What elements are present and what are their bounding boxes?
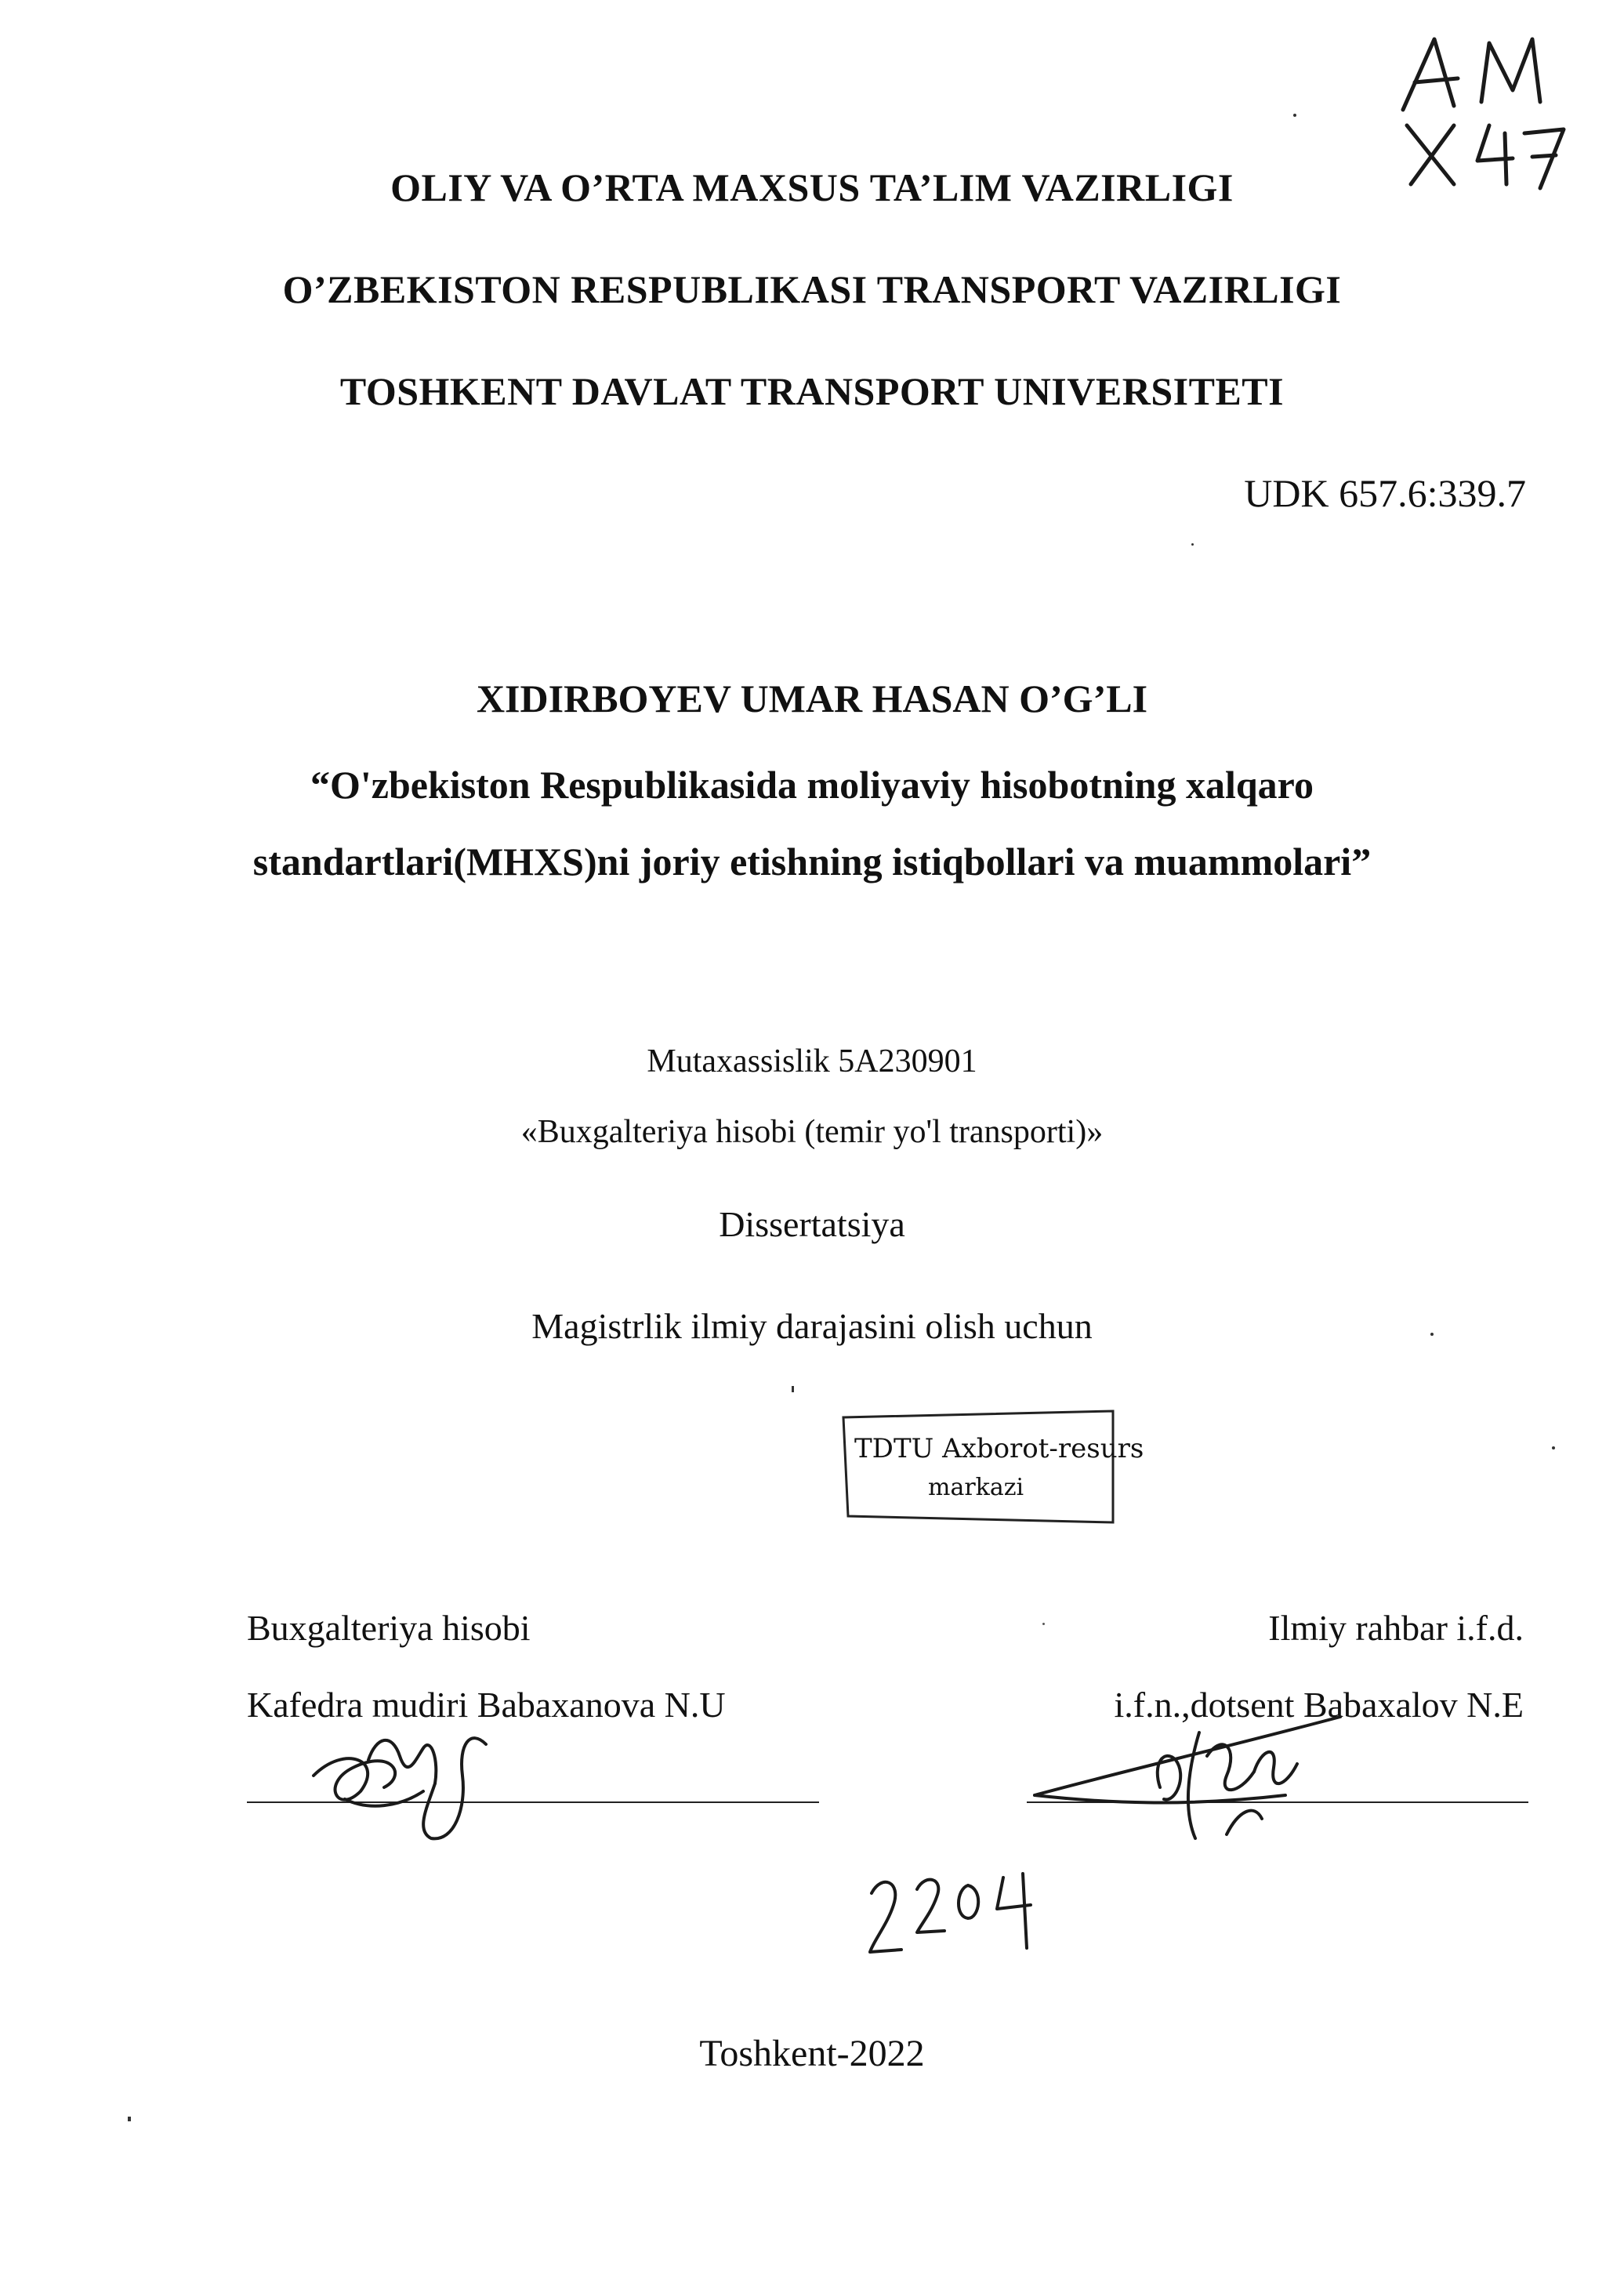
library-stamp <box>840 1408 1144 1526</box>
stamp-text-line-1: TDTU Axborot-resurs <box>854 1433 1144 1464</box>
author-name: XIDIRBOYEV UMAR HASAN O’G’LI <box>476 677 1148 720</box>
scan-speck <box>1552 1446 1555 1449</box>
university-name: TOSHKENT DAVLAT TRANSPORT UNIVERSITETI <box>339 369 1285 413</box>
scan-speck <box>1293 114 1296 117</box>
left-sign-name: Kafedra mudiri Babaxanova N.U <box>247 1685 726 1725</box>
stamp-text-line-2: markazi <box>928 1474 1024 1501</box>
scan-speck <box>792 1386 794 1392</box>
scan-speck <box>1191 543 1194 546</box>
thesis-title-line-2: standartlari(MHXS)ni joriy etishning istiqbollari va muammolari” <box>252 840 1372 883</box>
scan-speck <box>1042 1623 1045 1625</box>
udk-code: UDK 657.6:339.7 <box>1244 471 1526 515</box>
scan-speck <box>1430 1333 1434 1336</box>
document-type: Dissertatsiya <box>719 1204 905 1244</box>
scan-speck <box>128 2117 131 2121</box>
right-signature <box>1027 1701 1356 1850</box>
ministry-title-2: O’ZBEKISTON RESPUBLIKASI TRANSPORT VAZIRLIGI <box>282 267 1342 311</box>
handwritten-number <box>862 1862 1050 1964</box>
degree-purpose: Magistrlik ilmiy darajasini olish uchun <box>531 1306 1093 1346</box>
specialty-code: Mutaxassislik 5A230901 <box>647 1043 977 1079</box>
specialty-name: «Buxgalteriya hisobi (temir yo'l transporti)» <box>520 1114 1104 1150</box>
thesis-title-line-1: “O'zbekiston Respublikasida moliyaviy hisobotning xalqaro <box>310 763 1314 807</box>
right-sign-title: Ilmiy rahbar i.f.d. <box>1268 1608 1524 1648</box>
city-year: Toshkent-2022 <box>699 2033 925 2074</box>
right-sign-name: i.f.n.,dotsent Babaxalov N.E <box>1114 1685 1524 1725</box>
left-signature <box>298 1713 502 1846</box>
ministry-title-1: OLIY VA O’RTA MAXSUS TA’LIM VAZIRLIGI <box>390 165 1234 209</box>
left-sign-title: Buxgalteriya hisobi <box>247 1608 531 1648</box>
